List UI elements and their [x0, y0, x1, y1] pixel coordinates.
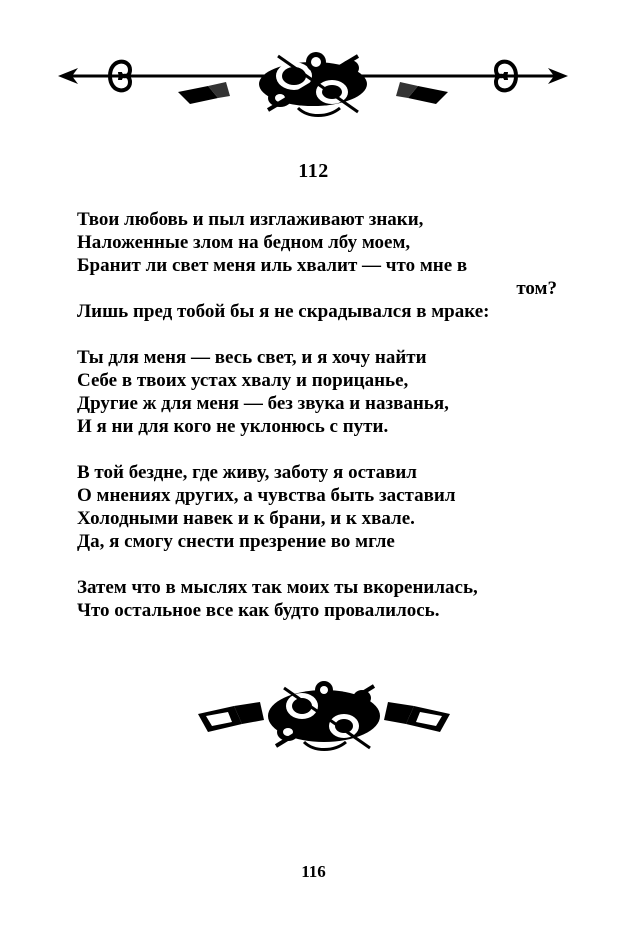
top-floral-ornament-icon — [58, 46, 568, 126]
poem-line: Другие ж для меня — без звука и названья, — [77, 393, 449, 414]
poem-line: Себе в твоих устах хвалу и порицанье, — [77, 370, 409, 391]
page-number: 116 — [301, 862, 326, 881]
poem-line: Что остальное все как будто провалилось. — [77, 600, 440, 621]
poem-line: Лишь пред тобой бы я не скрадывался в мраке: — [77, 301, 490, 322]
stanza — [77, 576, 557, 622]
poem-line: Твои любовь и пыл изглаживают знаки, — [77, 209, 424, 230]
poem-line: Холодными навек и к брани, и к хвале. — [77, 508, 415, 529]
poem-line: Наложенные злом на бедном лбу моем, — [77, 232, 411, 253]
stanza — [77, 461, 557, 553]
poem-line: Бранит ли свет меня иль хвалит — что мне в — [77, 255, 468, 276]
bottom-floral-ornament-icon — [198, 680, 450, 756]
poem-line: И я ни для кого не уклонюсь с пути. — [77, 416, 389, 437]
poem-body — [77, 208, 557, 622]
stanza — [77, 346, 557, 438]
poem-line-continuation: том? — [516, 278, 557, 299]
poem-line: О мнениях других, а чувства быть заставил — [77, 485, 456, 506]
poem-line: Ты для меня — весь свет, и я хочу найти — [77, 347, 427, 368]
poem-line: Да, я смогу снести презрение во мгле — [77, 531, 395, 552]
stanza — [77, 208, 557, 323]
poem-line: Затем что в мыслях так моих ты вкоренилась, — [77, 577, 478, 598]
sonnet-number: 112 — [298, 160, 329, 182]
poem-line: В той бездне, где живу, заботу я оставил — [77, 462, 417, 483]
